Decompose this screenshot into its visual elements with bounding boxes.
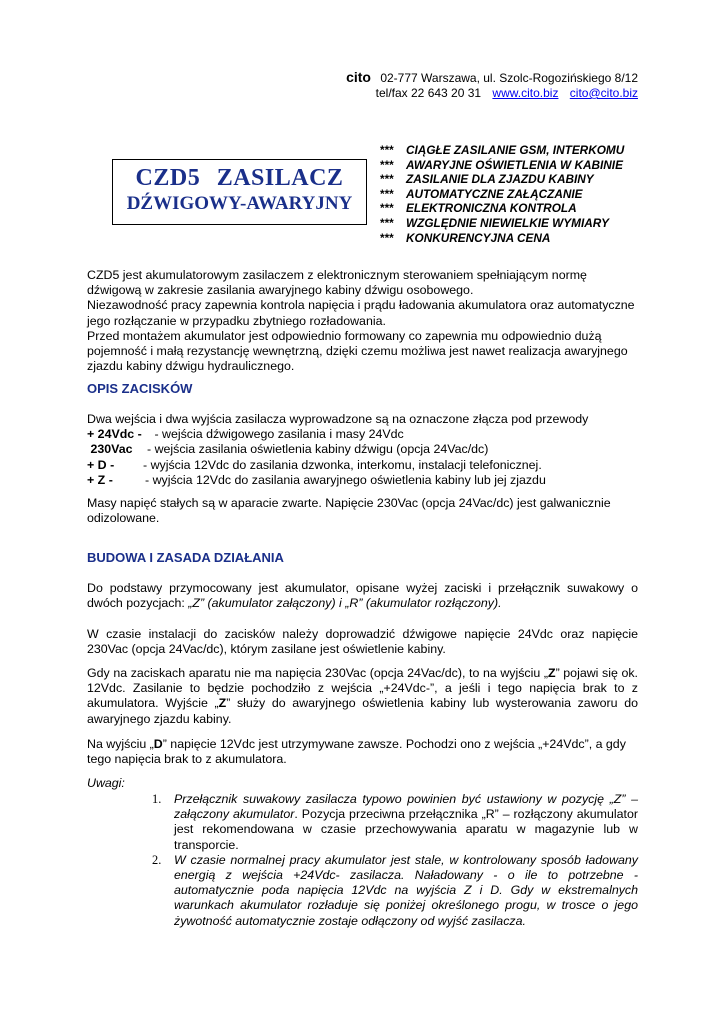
feature-text: AWARYJNE OŚWIETLENIA W KABINIE: [406, 157, 623, 172]
feature-item: [380, 143, 624, 158]
terminal-row: [87, 427, 638, 442]
terminal-desc: - wyjścia 12Vdc do zasilania awaryjnego oświetlenia kabiny lub jej zjazdu: [145, 472, 546, 487]
terminal-label: + Z -: [87, 472, 113, 487]
note-plain-text: . Pozycja przeciwna przełącznika „R” – rozłączony akumulator jest rekomendowana w czasie przechowywania aparatu w magazynie lub w transporcie.: [174, 807, 639, 852]
feature-item: [380, 201, 624, 216]
paragraph-text: ” służy do awaryjnego oświetlenia kabiny lub wysterowania zaworu do awaryjnego zjazdu kabiny.: [87, 696, 638, 726]
product-title: CZD5 ZASILACZ: [135, 165, 344, 191]
terminal-row: [87, 442, 638, 457]
note-item: [148, 853, 638, 929]
company-header: [346, 70, 638, 101]
terminals-intro: Dwa wejścia i dwa wyjścia zasilacza wyprowadzone są na oznaczone złącza pod przewody: [87, 412, 589, 426]
feature-text: AUTOMATYCZNE ZAŁĄCZANIE: [406, 186, 583, 201]
feature-item: [380, 172, 624, 187]
email-link[interactable]: cito@cito.biz: [569, 86, 638, 100]
company-brand: cito: [346, 69, 371, 85]
address-line: [346, 70, 638, 86]
switch-positions-text: „Z” (akumulator załączony) i „R” (akumulator rozłączony).: [188, 596, 502, 611]
note-italic-text: W czasie normalnej pracy akumulator jest stale, w kontrolowany sposób ładowany energią z wejścia +24Vdc- zasilacza. Naładowany - o ile to potrzebne - automatycznie poda napięcia 12Vdc na wyjścia Z i D. Gdy w ekstremalnych warunkach akumulator rozładuje się poniżej określonego progu, w trosce o jego żywotność automatycznie zostaje odłączony od wyjść zasilacza.: [174, 852, 638, 928]
note-item: [148, 792, 638, 853]
paragraph-text: Na wyjściu „: [87, 737, 154, 751]
terminal-row: [87, 458, 638, 473]
terminal-desc: - wejścia dźwigowego zasilania i masy 24Vdc: [151, 427, 404, 442]
paragraph-text: ” napięcie 12Vdc jest utrzymywane zawsze. Pochodzi ono z wejścia „+24Vdc”, a gdy tego napięcia brak to z akumulatora.: [87, 737, 626, 767]
feature-stars: ***: [380, 201, 394, 216]
intro-section: [87, 268, 638, 374]
terminals-heading: OPIS ZACISKÓW: [87, 381, 193, 396]
telfax: tel/fax 22 643 20 31: [375, 86, 482, 100]
construction-paragraph-4: [87, 737, 638, 767]
product-title-box: [112, 159, 367, 225]
notes-label: Uwagi:: [87, 776, 125, 790]
note-number: 1.: [152, 792, 162, 806]
company-address: 02-777 Warszawa, ul. Szolc-Rogozińskiego 8/12: [380, 71, 638, 85]
terminal-label: + 24Vdc -: [87, 427, 142, 442]
contact-line: [346, 86, 638, 101]
feature-text: ELEKTRONICZNA KONTROLA: [406, 201, 577, 216]
note-italic-text: Przełącznik suwakowy zasilacza typowo powinien być ustawiony w pozycję „Z” – załączony akumulator: [174, 792, 638, 822]
terminals-section: [87, 412, 638, 488]
feature-text: KONKURENCYJNA CENA: [406, 230, 551, 245]
feature-item: [380, 187, 624, 202]
terminal-label: + D -: [87, 457, 115, 472]
terminals-note: Masy napięć stałych są w aparacie zwarte. Napięcie 230Vac (opcja 24Vac/dc) jest galwanicznie odizolowane.: [87, 496, 611, 526]
notes-list: [148, 792, 638, 929]
paragraph-text: ” pojawi się ok. 12Vdc. Zasilanie to będzie pochodziło z wejścia „+24Vdc-”, a jeśli i tego napięcia brak to z akumulatora. Wyjście „: [87, 666, 638, 711]
feature-stars: ***: [380, 143, 394, 157]
construction-paragraph-2: W czasie instalacji do zacisków należy doprowadzić dźwigowe napięcie 24Vdc oraz napięcie 230Vac (opcja 24Vac/dc), którym zasilane jest oświetlenie kabiny.: [87, 627, 638, 657]
intro-paragraph: Niezawodność pracy zapewnia kontrola napięcia i prądu ładowania akumulatora oraz automatyczne jego rozłączanie w przypadku zbytniego rozładowania.: [87, 298, 635, 328]
paragraph-text: Do podstawy przymocowany jest akumulator, opisane wyżej zaciski i przełącznik suwakowy o dwóch pozycjach:: [87, 581, 638, 611]
terminal-desc: - wyjścia 12Vdc do zasilania dzwonka, interkomu, instalacji telefonicznej.: [143, 457, 542, 472]
intro-paragraph: CZD5 jest akumulatorowym zasilaczem z elektronicznym sterowaniem spełniającym normę dźwigową w zakresie zasilania awaryjnego kabiny dźwigu osobowego.: [87, 268, 587, 298]
terminal-desc: - wejścia zasilania oświetlenia kabiny dźwigu (opcja 24Vac/dc): [147, 442, 489, 457]
feature-text: CIĄGŁE ZASILANIE GSM, INTERKOMU: [406, 143, 625, 157]
feature-item: [380, 231, 624, 246]
feature-text: ZASILANIE DLA ZJAZDU KABINY: [406, 172, 594, 187]
feature-stars: ***: [380, 157, 394, 172]
terminal-row: [87, 473, 638, 488]
construction-paragraph-3: [87, 666, 638, 727]
product-subtitle: DŹWIGOWY-AWARYJNY: [126, 193, 353, 214]
construction-heading: BUDOWA I ZASADA DZIAŁANIA: [87, 550, 284, 565]
output-z-label: Z: [218, 696, 227, 711]
paragraph-text: Gdy na zaciskach aparatu nie ma napięcia 230Vac (opcja 24Vac/dc), to na wyjściu „: [87, 666, 548, 680]
construction-paragraph-1: [87, 581, 638, 611]
feature-stars: ***: [380, 172, 394, 187]
output-z-label: Z: [547, 666, 556, 680]
feature-stars: ***: [380, 230, 394, 245]
note-number: 2.: [152, 852, 162, 867]
feature-stars: ***: [380, 215, 394, 230]
intro-paragraph: Przed montażem akumulator jest odpowiednio formowany co zapewnia mu odpowiednio dużą pojemność i małą rezystancję wewnętrzną, dzięki czemu możliwa jest nawet realizacja awaryjnego zjazdu kabiny dźwigu hydraulicznego.: [87, 328, 628, 374]
feature-list: [380, 143, 624, 245]
feature-item: [380, 216, 624, 231]
terminal-label: 230Vac: [87, 442, 133, 457]
website-link[interactable]: www.cito.biz: [492, 86, 559, 100]
output-d-label: D: [153, 737, 163, 751]
feature-stars: ***: [380, 186, 394, 201]
feature-text: WZGLĘDNIE NIEWIELKIE WYMIARY: [406, 215, 609, 230]
feature-item: [380, 158, 624, 173]
